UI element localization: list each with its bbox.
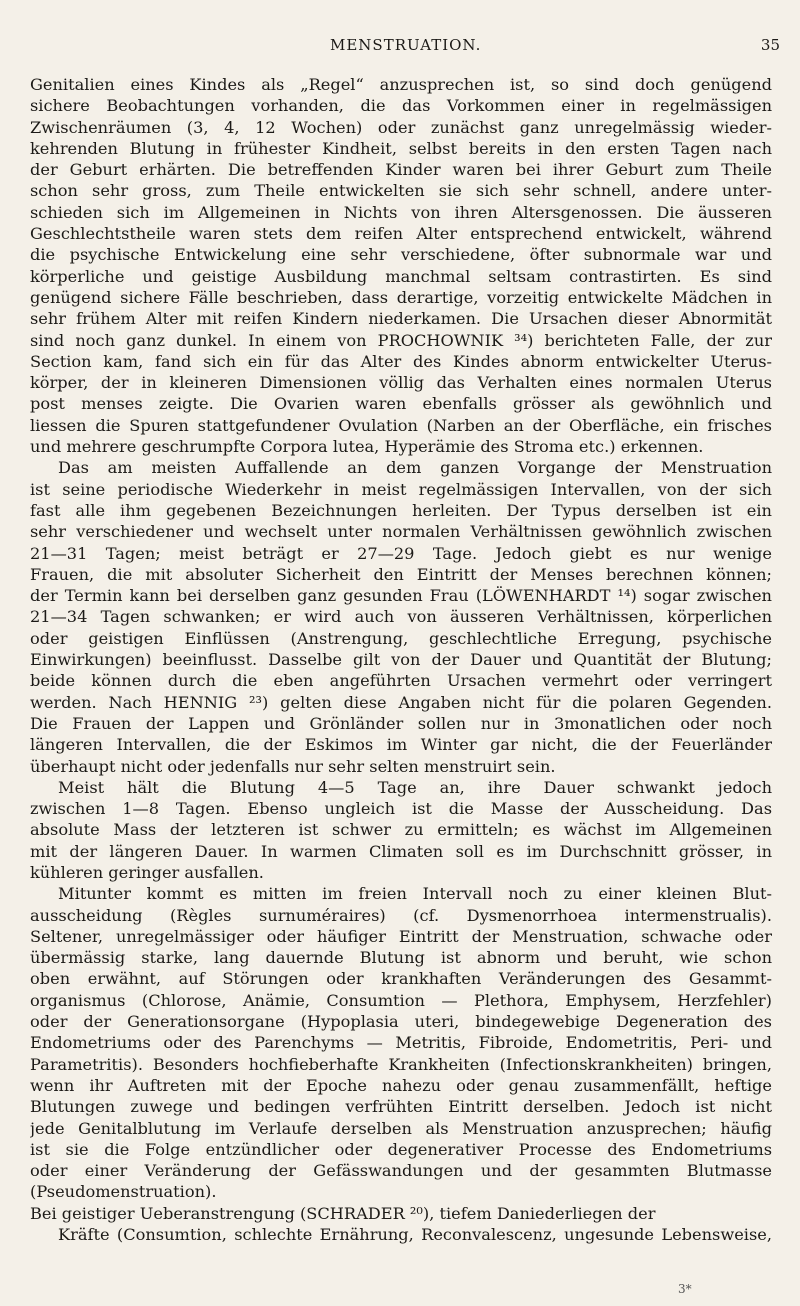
text-line: die psychische Entwickelung eine sehr verschiedene, öfter subnormale war und (30, 245, 772, 265)
text-line: post menses zeigte. Die Ovarien waren ebenfalls grösser als gewöhnlich und (30, 394, 772, 414)
text-line: Zwischenräumen (3, 4, 12 Wochen) oder zunächst ganz unregelmässig wieder- (30, 117, 772, 137)
text-line: kehrenden Blutung in frühester Kindheit, selbst bereits in den ersten Tagen nach (30, 138, 772, 158)
text-line: genügend sichere Fälle beschrieben, dass derartige, vorzeitig entwickelte Mädchen in (30, 287, 772, 307)
text-line: zwischen 1—8 Tagen. Ebenso ungleich ist die Masse der Ausscheidung. Das (30, 799, 772, 819)
text-line: organismus (Chlorose, Anämie, Consumtion — Plethora, Emphysem, Herzfehler) (30, 990, 772, 1010)
running-title: MENSTRUATION. (330, 36, 482, 54)
text-line: schieden sich im Allgemeinen in Nichts von ihren Altersgenossen. Die äusseren (30, 202, 772, 222)
text-line: wenn ihr Auftreten mit der Epoche nahezu oder genau zusammenfällt, heftige (30, 1075, 772, 1095)
text-line (30, 1245, 772, 1266)
text-line: absolute Mass der letzteren ist schwer zu ermitteln; es wächst im Allgemeinen (30, 820, 772, 840)
text-line: kühleren geringer ausfallen. (30, 862, 264, 882)
text-line: sichere Beobachtungen vorhanden, die das Vorkommen einer in regelmässigen (30, 96, 772, 116)
text-line: (Pseudomenstruation). (30, 1182, 217, 1202)
text-line: schon sehr gross, zum Theile entwickelten sie sich sehr schnell, andere unter- (30, 181, 772, 201)
text-line: der Geburt erhärten. Die betreffenden Kinder waren bei ihrer Geburt zum Theile (30, 160, 772, 180)
text-line: Meist hält die Blutung 4—5 Tage an, ihre Dauer schwankt jedoch (58, 777, 772, 797)
text-line: ist seine periodische Wiederkehr in meist regelmässigen Intervallen, von der sich (30, 479, 772, 499)
text-line: sind noch ganz dunkel. In einem von PROCHOWNIK ³⁴) berichteten Falle, der zur (30, 330, 772, 350)
text-line: Bei geistiger Ueberanstrengung (SCHRADER ²⁰), tiefem Daniederliegen der (30, 1203, 656, 1223)
text-line: oder der Generationsorgane (Hypoplasia uteri, bindegewebige Degeneration des (30, 1012, 772, 1032)
text-line: sehr verschiedener und wechselt unter normalen Verhältnissen gewöhnlich zwischen (30, 522, 772, 542)
text-line: Kräfte (Consumtion, schlechte Ernährung, Reconvalescenz, ungesunde Lebensweise, (58, 1225, 772, 1245)
text-line: 21—34 Tagen schwanken; er wird auch von äusseren Verhältnissen, körperlichen (30, 607, 772, 627)
text-line: liessen die Spuren stattgefundener Ovulation (Narben an der Oberfläche, ein frisches (30, 415, 772, 435)
text-line: jede Genitalblutung im Verlaufe derselben als Menstruation anzusprechen; häufig (30, 1118, 772, 1138)
text-line: ausscheidung (Règles surnuméraires) (cf. Dysmenorrhoea intermenstrualis). (30, 905, 772, 925)
text-line: oder geistigen Einflüssen (Anstrengung, geschlechtliche Erregung, psychische (30, 628, 772, 648)
text-line: Geschlechtstheile waren stets dem reifen Alter entsprechend entwickelt, während (30, 224, 772, 244)
text-line: Die Frauen der Lappen und Grönländer sollen nur in 3monatlichen oder noch (30, 713, 772, 733)
text-line: beide können durch die eben angeführten Ursachen vermehrt oder verringert (30, 671, 772, 691)
text-line: fast alle ihm gegebenen Bezeichnungen herleiten. Der Typus derselben ist ein (30, 500, 772, 520)
page-header (30, 36, 790, 60)
text-line: überhaupt nicht oder jedenfalls nur sehr selten menstruirt sein. (30, 756, 556, 776)
text-line: sehr frühem Alter mit reifen Kindern niederkamen. Die Ursachen dieser Abnormität (30, 309, 772, 329)
text-line: mit der längeren Dauer. In warmen Climaten soll es im Durchschnitt grösser, in (30, 841, 772, 861)
text-line: Blutungen zuwege und bedingen verfrühten Eintritt derselben. Jedoch ist nicht (30, 1097, 772, 1117)
text-line: Genitalien eines Kindes als „Regel“ anzusprechen ist, so sind doch genügend (30, 75, 772, 94)
text-line: übermässig starke, lang dauernde Blutung ist abnorm und beruht, wie schon (30, 948, 772, 968)
text-line: Section kam, fand sich ein für das Alter des Kindes abnorm entwickelter Uterus- (30, 351, 772, 371)
text-line: werden. Nach HENNIG ²³) gelten diese Angaben nicht für die polaren Gegenden. (30, 692, 772, 712)
text-line: 21—31 Tagen; meist beträgt er 27—29 Tage. Jedoch giebt es nur wenige (30, 543, 772, 563)
text-line: Seltener, unregelmässiger oder häufiger Eintritt der Menstruation, schwache oder (30, 926, 772, 946)
text-line: Endometriums oder des Parenchyms — Metritis, Fibroide, Endometritis, Peri- und (30, 1033, 772, 1053)
text-line: Das am meisten Auffallende an dem ganzen Vorgange der Menstruation (58, 458, 772, 478)
text-line: Frauen, die mit absoluter Sicherheit den Eintritt der Menses berechnen können; (30, 564, 772, 584)
text-line: oder einer Veränderung der Gefässwandungen und der gesammten Blutmasse (30, 1161, 772, 1181)
text-line: längeren Intervallen, die der Eskimos im Winter gar nicht, die der Feuerländer (30, 735, 772, 755)
text-line: der Termin kann bei derselben ganz gesunden Frau (LÖWENHARDT ¹⁴) sogar zwischen (30, 586, 772, 606)
text-line: ist sie die Folge entzündlicher oder degenerativer Processe des Endometriums (30, 1139, 772, 1159)
text-line: Parametritis). Besonders hochfieberhafte Krankheiten (Infectionskrankheiten) bringen, (30, 1054, 772, 1074)
text-line: körper, der in kleineren Dimensionen völlig das Verhalten eines normalen Uterus (30, 373, 772, 393)
text-line: Einwirkungen) beeinflusst. Dasselbe gilt von der Dauer und Quantität der Blutung; (30, 650, 772, 670)
body-text (30, 74, 772, 1267)
text-line: körperliche und geistige Ausbildung manchmal seltsam contrastirten. Es sind (30, 266, 772, 286)
text-line: oben erwähnt, auf Störungen oder krankhaften Veränderungen des Gesammt- (30, 969, 772, 989)
text-line: Mitunter kommt es mitten im freien Intervall noch zu einer kleinen Blut- (58, 884, 772, 904)
page-number: 35 (760, 36, 780, 54)
text-line: und mehrere geschrumpfte Corpora lutea, Hyperämie des Stroma etc.) erkennen. (30, 437, 704, 457)
signature-mark: 3* (678, 1282, 692, 1296)
